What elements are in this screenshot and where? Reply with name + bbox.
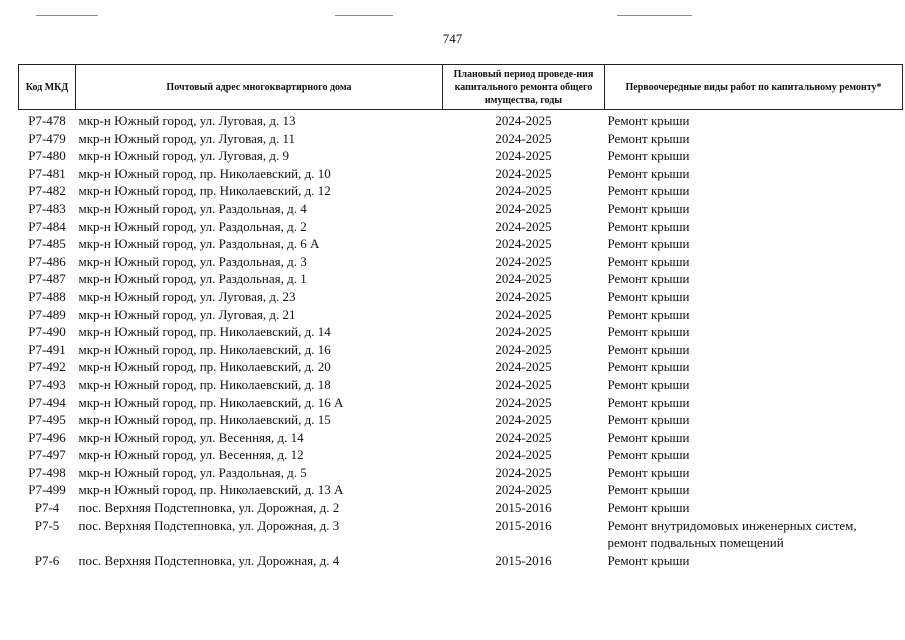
scan-artifact-line [36, 15, 98, 16]
table-row [19, 253, 903, 271]
header-code: Код МКД [19, 65, 76, 110]
cell-address: мкр-н Южный город, пр. Николаевский, д. 12 [78, 183, 331, 199]
table-row [19, 446, 903, 464]
table-row [19, 358, 903, 376]
table-row [19, 481, 903, 499]
cell-period: 2024-2025 [495, 412, 552, 428]
table-row [19, 130, 903, 148]
cell-code: Р7-495 [28, 412, 66, 428]
cell-code: Р7-494 [28, 394, 66, 410]
cell-address: мкр-н Южный город, ул. Луговая, д. 9 [78, 148, 289, 164]
cell-works: Ремонт крыши [607, 253, 690, 269]
cell-address: мкр-н Южный город, ул. Луговая, д. 13 [78, 113, 296, 128]
cell-code: Р7-489 [28, 306, 66, 322]
cell-address: мкр-н Южный город, пр. Николаевский, д. 16 [78, 341, 331, 357]
cell-works: Ремонт крыши [607, 394, 690, 410]
cell-code: Р7-490 [28, 324, 66, 340]
cell-period: 2024-2025 [495, 130, 552, 146]
cell-works: Ремонт крыши [607, 165, 690, 181]
cell-code: Р7-6 [34, 552, 60, 568]
cell-works: Ремонт крыши [607, 130, 690, 146]
cell-period: 2024-2025 [495, 359, 552, 375]
cell-address: мкр-н Южный город, пр. Николаевский, д. 10 [78, 165, 331, 181]
cell-code: Р7-485 [28, 236, 66, 252]
table-row [19, 306, 903, 324]
cell-address: мкр-н Южный город, ул. Луговая, д. 23 [78, 288, 296, 304]
table-row [19, 323, 903, 341]
table-header [19, 65, 903, 110]
cell-code: Р7-493 [28, 376, 66, 392]
cell-code: Р7-4 [34, 500, 60, 516]
table-body [19, 110, 903, 570]
table-row [19, 165, 903, 183]
table-row [19, 200, 903, 218]
cell-works: Ремонт крыши [607, 200, 690, 216]
cell-works: Ремонт внутридомовых инженерных систем, ремонт подвальных помещений [607, 517, 857, 551]
cell-address: мкр-н Южный город, ул. Луговая, д. 21 [78, 306, 296, 322]
cell-code: Р7-480 [28, 148, 66, 164]
cell-address: мкр-н Южный город, ул. Луговая, д. 11 [78, 130, 295, 146]
scan-artifact-line [617, 15, 692, 16]
cell-period: 2024-2025 [495, 376, 552, 392]
cell-code: Р7-488 [28, 288, 66, 304]
cell-period: 2015-2016 [495, 552, 552, 568]
cell-code: Р7-487 [28, 271, 66, 287]
cell-code: Р7-481 [28, 165, 66, 181]
table-row [19, 270, 903, 288]
cell-period: 2024-2025 [495, 341, 552, 357]
cell-code: Р7-491 [28, 341, 66, 357]
cell-code: Р7-497 [28, 447, 66, 463]
cell-period: 2024-2025 [495, 324, 552, 340]
cell-period: 2024-2025 [495, 253, 552, 269]
cell-period: 2015-2016 [495, 500, 552, 516]
cell-works: Ремонт крыши [607, 271, 690, 287]
scan-artifact-line [335, 15, 393, 16]
cell-address: мкр-н Южный город, ул. Весенняя, д. 14 [78, 429, 304, 445]
cell-works: Ремонт крыши [607, 288, 690, 304]
cell-address: мкр-н Южный город, ул. Весенняя, д. 12 [78, 447, 304, 463]
cell-period: 2024-2025 [495, 394, 552, 410]
cell-address: мкр-н Южный город, пр. Николаевский, д. 13 А [78, 482, 344, 498]
cell-address: мкр-н Южный город, пр. Николаевский, д. 20 [78, 359, 331, 375]
cell-address: пос. Верхняя Подстепновка, ул. Дорожная, д. 2 [78, 500, 340, 516]
table-row [19, 429, 903, 447]
header-works: Первоочередные виды работ по капитальному ремонту* [605, 65, 903, 110]
cell-works: Ремонт крыши [607, 183, 690, 199]
cell-period: 2024-2025 [495, 306, 552, 322]
cell-code: Р7-478 [28, 113, 66, 128]
cell-code: Р7-482 [28, 183, 66, 199]
cell-code: Р7-486 [28, 253, 66, 269]
cell-works: Ремонт крыши [607, 376, 690, 392]
cell-period: 2024-2025 [495, 482, 552, 498]
cell-address: пос. Верхняя Подстепновка, ул. Дорожная, д. 4 [78, 552, 340, 568]
cell-address: мкр-н Южный город, ул. Раздольная, д. 3 [78, 253, 307, 269]
header-period: Плановый период проведе-ния капитального ремонта общего имущества, годы [443, 65, 605, 110]
cell-period: 2024-2025 [495, 447, 552, 463]
cell-works: Ремонт крыши [607, 552, 690, 568]
table-row [19, 288, 903, 306]
cell-works: Ремонт крыши [607, 429, 690, 445]
cell-works: Ремонт крыши [607, 113, 690, 128]
cell-address: пос. Верхняя Подстепновка, ул. Дорожная, д. 3 [78, 517, 340, 533]
cell-works: Ремонт крыши [607, 359, 690, 375]
cell-address: мкр-н Южный город, пр. Николаевский, д. 15 [78, 412, 331, 428]
cell-works: Ремонт крыши [607, 341, 690, 357]
header-address: Почтовый адрес многоквартирного дома [76, 65, 443, 110]
table-row [19, 341, 903, 359]
table-row [19, 110, 903, 130]
cell-code: Р7-492 [28, 359, 66, 375]
cell-period: 2024-2025 [495, 200, 552, 216]
cell-works: Ремонт крыши [607, 447, 690, 463]
repair-schedule-table [18, 64, 903, 569]
cell-code: Р7-483 [28, 200, 66, 216]
cell-works: Ремонт крыши [607, 324, 690, 340]
cell-works: Ремонт крыши [607, 306, 690, 322]
table-row [19, 218, 903, 236]
cell-address: мкр-н Южный город, ул. Раздольная, д. 6 А [78, 236, 320, 252]
cell-address: мкр-н Южный город, ул. Раздольная, д. 4 [78, 200, 307, 216]
table-row [19, 376, 903, 394]
cell-code: Р7-479 [28, 130, 66, 146]
cell-works: Ремонт крыши [607, 236, 690, 252]
cell-address: мкр-н Южный город, ул. Раздольная, д. 5 [78, 464, 307, 480]
cell-period: 2024-2025 [495, 165, 552, 181]
table-row [19, 147, 903, 165]
cell-works: Ремонт крыши [607, 464, 690, 480]
table-row [19, 464, 903, 482]
table-row [19, 394, 903, 412]
table-row [19, 182, 903, 200]
cell-period: 2024-2025 [495, 288, 552, 304]
cell-code: Р7-5 [34, 517, 60, 533]
cell-address: мкр-н Южный город, пр. Николаевский, д. 14 [78, 324, 331, 340]
table-row [19, 235, 903, 253]
cell-period: 2024-2025 [495, 218, 552, 234]
table-row [19, 499, 903, 517]
cell-period: 2024-2025 [495, 148, 552, 164]
cell-works: Ремонт крыши [607, 412, 690, 428]
cell-works: Ремонт крыши [607, 218, 690, 234]
page-number: 747 [442, 31, 463, 46]
cell-address: мкр-н Южный город, ул. Раздольная, д. 2 [78, 218, 307, 234]
cell-code: Р7-498 [28, 464, 66, 480]
table-row [19, 517, 903, 552]
cell-period: 2024-2025 [495, 429, 552, 445]
cell-period: 2015-2016 [495, 517, 552, 533]
cell-works: Ремонт крыши [607, 482, 690, 498]
cell-address: мкр-н Южный город, пр. Николаевский, д. 16 А [78, 394, 344, 410]
header-row [19, 65, 903, 110]
cell-period: 2024-2025 [495, 183, 552, 199]
cell-code: Р7-484 [28, 218, 66, 234]
cell-period: 2024-2025 [495, 236, 552, 252]
table-row [19, 411, 903, 429]
cell-address: мкр-н Южный город, ул. Раздольная, д. 1 [78, 271, 307, 287]
cell-address: мкр-н Южный город, пр. Николаевский, д. 18 [78, 376, 331, 392]
cell-period: 2024-2025 [495, 271, 552, 287]
cell-code: Р7-499 [28, 482, 66, 498]
cell-code: Р7-496 [28, 429, 66, 445]
cell-works: Ремонт крыши [607, 148, 690, 164]
cell-period: 2024-2025 [495, 464, 552, 480]
table-row [19, 552, 903, 570]
cell-period: 2024-2025 [495, 113, 552, 128]
cell-works: Ремонт крыши [607, 500, 690, 516]
